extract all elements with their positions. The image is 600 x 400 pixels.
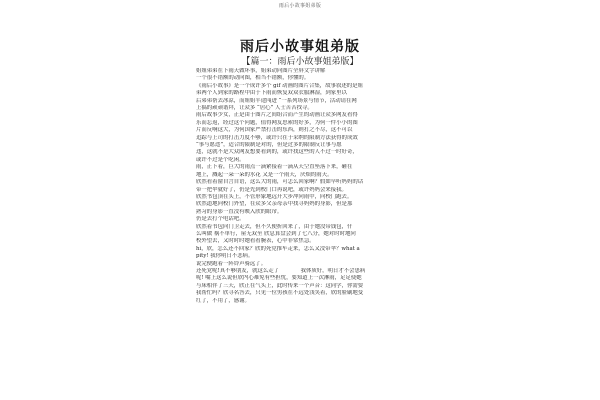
body-line: 还死党呢!真不够朋友，就这么走了 我体质好，明日才不会患病 — [196, 267, 366, 274]
body-line: 我帮忙吗？欣寻名答去，只见一位男孩在不远处浅笑着，欣的脸刷地变 — [196, 290, 364, 297]
body-line: 雨后故事少女，正是由于图片之间组合而产生的动画让众多网友看得 — [196, 112, 358, 119]
body-line: 雨，正下着，巨大的雨点一滴紧接着一滴从天空直坠落下来，砸在 — [196, 164, 353, 171]
body-line: hi，欣，怎么还不回家？欣的死党推车走来，怎么又没带伞？what a — [196, 245, 360, 252]
body-line: 弟两个人到家的路程中由于下雨而恢复双双衣服淋湿，到家里以 — [196, 90, 347, 97]
body-line: 欣然着书包向门卫走去，但不久便折回来了，由于她没带钱包，什 — [196, 223, 353, 230]
body-line: 红了，不用了，感谢。 — [196, 297, 250, 304]
body-line: 地上，溅起一朵一朵的水花 又是一个雨天，厌烦的雨天。 — [196, 171, 333, 178]
body-line: 仍是去打个电话吧。 — [196, 216, 245, 223]
body-line: 熟习的身影一直没有映入欣的眼帘。 — [196, 208, 283, 215]
body-line: 带一把伞就好了，仍是先到校门口再说吧，或许妈妈会来接我。 — [196, 186, 347, 193]
body-line: 欣然看着窗自言自语，这么大的雨，可怎么回家啊？假如早听妈妈的话 — [196, 179, 364, 186]
body-line: 上搞的顽顽谐拜，让众多 “居心” 人士苦苦找寻。 — [196, 105, 313, 112]
body-line: 违，这就不是大众网友想要看到的，或许找这些的人不过一时好奇， — [196, 149, 358, 156]
body-line: pity! 我你明日不悲病。 — [196, 253, 254, 260]
body-line: 乐而忘返，经过这个问题，值得网友思索的好多，为何一件小小的图 — [196, 119, 358, 126]
body-line: 《雨后小故事》是一个成许多个 gif 动画的图片合集，故事叙述的是姐 — [196, 82, 363, 89]
body-line: 么叫做 祸不单行，屋无双至 欣息算盘会到了七八分，她对时时地向 — [196, 230, 356, 237]
body-line: 欣然道地向校门外望，在众多父亲母亲中找寻妈妈的身影，但是那 — [196, 201, 353, 208]
document-title: 雨后小故事姐弟版 — [240, 39, 360, 55]
body-line: 姐姐弟弟在下雨天做坏事，姐弟动向图片全屏文字讲解 — [196, 68, 326, 74]
body-line: 一个很不错额的动向图，相当不错额，你懂的。 — [196, 75, 310, 82]
body-line: 说完便跑着一阵铃声骑远了。 — [196, 260, 267, 267]
body-line: 校外望去，又时时时她看看腕表，心中非常焦急。 — [196, 238, 315, 245]
body-line: 呢! 嘴上这么说但欣内心难免有些担忧，要知道上一次淋雨，足足使她 — [196, 275, 362, 282]
body-line: 追踪与上司的打击力度不够，或许只在于采纳的限制方法获得的成效 — [196, 134, 358, 141]
document-subtitle: 【篇一：雨后小故事姐弟版】 — [241, 57, 359, 67]
page-header: 雨后小故事姐弟版 — [278, 3, 322, 9]
body-line: 或许不过是个吃闲。 — [196, 156, 245, 163]
body-line: 后弟弟帮去冰凉，而姐姐半途闯进 “一系列场景与情节，活动请在网 — [196, 97, 357, 104]
body-line: “事与愿违”，适合的限制是对的，但是过多的限制反让事与愿 — [196, 142, 342, 149]
body-line: 欣然书包顶在头上，不管形象地远开大步冲向雨中，向校门跑去。 — [196, 193, 353, 200]
body-line: 片而反响这大，为何国家严禁打击的东西，则打之不尽，这不可以 — [196, 127, 353, 134]
document-body — [196, 68, 416, 305]
body-line: 与床相伴了三天，欣正在气头上，此时传来一个声音：这同学，你需要 — [196, 282, 364, 289]
